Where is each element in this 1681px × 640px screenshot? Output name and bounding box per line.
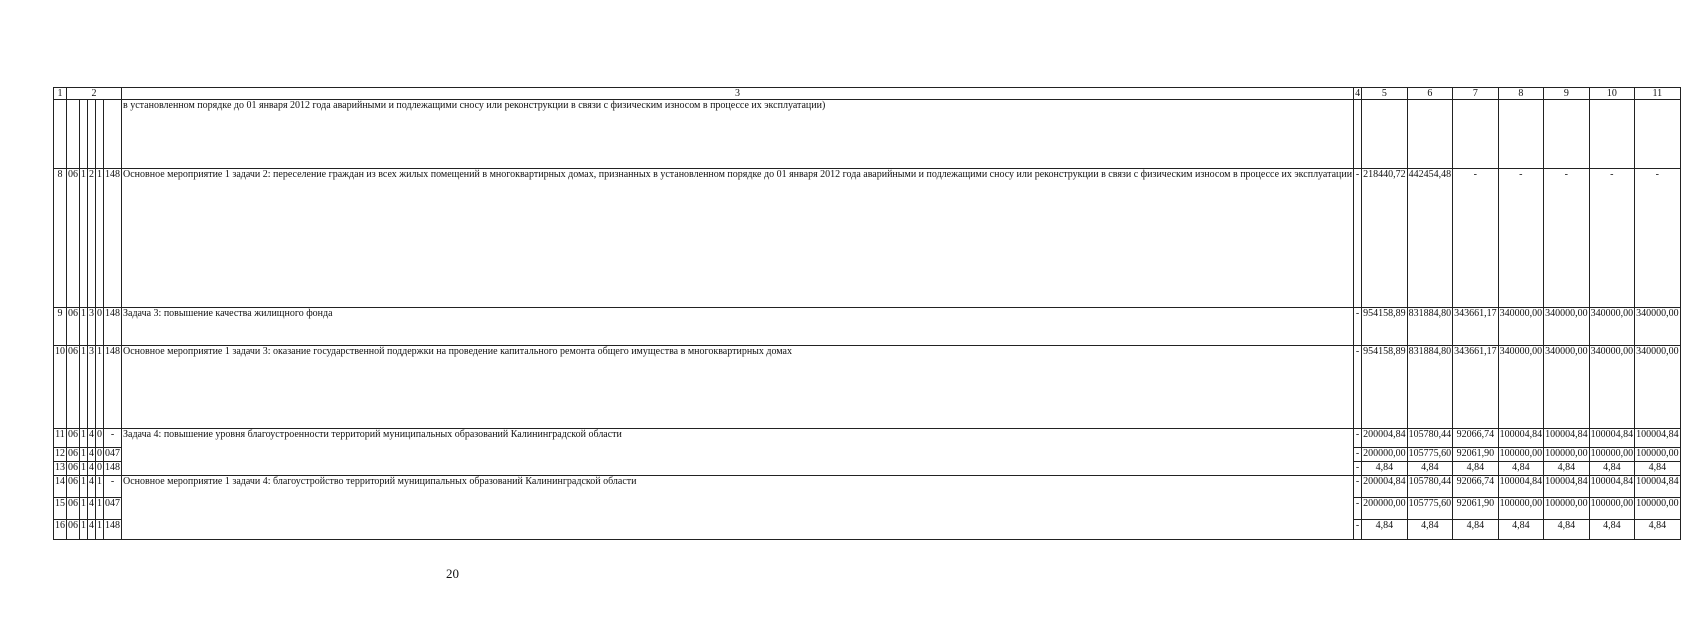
- value-col-11: 340000,00: [1635, 346, 1681, 429]
- value-col-4: -: [1354, 169, 1362, 308]
- value-col-7: 343661,17: [1453, 346, 1499, 429]
- value-col-10: 100004,84: [1589, 476, 1635, 498]
- value-col-8: 100000,00: [1498, 498, 1544, 520]
- value-col-10: 100004,84: [1589, 429, 1635, 448]
- code-program: 1: [80, 308, 88, 346]
- value-col-7: 92061,90: [1453, 448, 1499, 462]
- value-col-5: 4,84: [1362, 462, 1408, 476]
- value-col-9: 100000,00: [1544, 448, 1590, 462]
- value-col-6: 831884,80: [1407, 308, 1453, 346]
- header-col-6: 6: [1407, 88, 1453, 100]
- row-number: 16: [54, 520, 67, 540]
- value-col-7: [1453, 100, 1499, 169]
- code-ministry: 06: [67, 448, 80, 462]
- code-measure: 1: [96, 169, 104, 308]
- value-col-8: -: [1498, 169, 1544, 308]
- header-col-3: 3: [122, 88, 1354, 100]
- code-measure: [96, 100, 104, 169]
- page-number: 20: [446, 566, 459, 581]
- code-measure: 1: [96, 498, 104, 520]
- value-col-11: [1635, 100, 1681, 169]
- code-task: 2: [88, 169, 96, 308]
- code-program: 1: [80, 462, 88, 476]
- code-ministry: 06: [67, 520, 80, 540]
- row-description: Задача 3: повышение качества жилищного фонда: [122, 308, 1354, 346]
- value-col-9: 4,84: [1544, 462, 1590, 476]
- code-ministry: 06: [67, 346, 80, 429]
- code-program: 1: [80, 448, 88, 462]
- code-task: 4: [88, 448, 96, 462]
- value-col-5: 4,84: [1362, 520, 1408, 540]
- value-col-7: 92061,90: [1453, 498, 1499, 520]
- code-measure: 0: [96, 448, 104, 462]
- value-col-9: 100004,84: [1544, 429, 1590, 448]
- header-col-10: 10: [1589, 88, 1635, 100]
- code-admin: 148: [104, 520, 122, 540]
- value-col-6: [1407, 100, 1453, 169]
- value-col-7: -: [1453, 169, 1499, 308]
- value-col-4: -: [1354, 308, 1362, 346]
- value-col-10: -: [1589, 169, 1635, 308]
- value-col-8: 4,84: [1498, 520, 1544, 540]
- value-col-8: [1498, 100, 1544, 169]
- value-col-9: 4,84: [1544, 520, 1590, 540]
- value-col-10: 4,84: [1589, 462, 1635, 476]
- header-col-11: 11: [1635, 88, 1681, 100]
- header-col-2: 2: [67, 88, 122, 100]
- value-col-11: 340000,00: [1635, 308, 1681, 346]
- value-col-9: 100004,84: [1544, 476, 1590, 498]
- value-col-9: 100000,00: [1544, 498, 1590, 520]
- row-description: Основное мероприятие 1 задачи 4: благоустройство территорий муниципальных образований Калининградской области: [122, 476, 1354, 540]
- value-col-5: 200004,84: [1362, 429, 1408, 448]
- code-admin: -: [104, 429, 122, 448]
- value-col-10: [1589, 100, 1635, 169]
- budget-table: [53, 87, 1681, 540]
- code-admin: 148: [104, 308, 122, 346]
- value-col-4: [1354, 100, 1362, 169]
- header-col-4: 4: [1355, 88, 1361, 99]
- code-task: 4: [88, 520, 96, 540]
- value-col-6: 831884,80: [1407, 346, 1453, 429]
- code-task: 3: [88, 346, 96, 429]
- row-number: 9: [54, 308, 67, 346]
- value-col-11: 100004,84: [1635, 476, 1681, 498]
- code-ministry: 06: [67, 462, 80, 476]
- code-program: 1: [80, 476, 88, 498]
- code-admin: 148: [104, 462, 122, 476]
- value-col-11: 100004,84: [1635, 429, 1681, 448]
- code-ministry: 06: [67, 308, 80, 346]
- row-number: 11: [54, 429, 67, 448]
- value-col-10: 340000,00: [1589, 346, 1635, 429]
- code-task: 3: [88, 308, 96, 346]
- value-col-5: 954158,89: [1362, 346, 1408, 429]
- row-number: 14: [54, 476, 67, 498]
- header-col-9: 9: [1544, 88, 1590, 100]
- value-col-8: 100004,84: [1498, 429, 1544, 448]
- table-row: [54, 429, 1681, 448]
- header-col-5: 5: [1362, 88, 1408, 100]
- value-col-11: -: [1635, 169, 1681, 308]
- value-col-8: 4,84: [1498, 462, 1544, 476]
- value-col-6: 105775,60: [1407, 448, 1453, 462]
- code-admin: 148: [104, 346, 122, 429]
- value-col-7: 92066,74: [1453, 476, 1499, 498]
- code-admin: 047: [104, 498, 122, 520]
- value-col-5: 200004,84: [1362, 476, 1408, 498]
- value-col-7: 92066,74: [1453, 429, 1499, 448]
- value-col-8: 100004,84: [1498, 476, 1544, 498]
- code-program: 1: [80, 520, 88, 540]
- code-task: 4: [88, 498, 96, 520]
- code-task: 4: [88, 476, 96, 498]
- value-col-9: [1544, 100, 1590, 169]
- value-col-10: 100000,00: [1589, 498, 1635, 520]
- code-measure: 1: [96, 476, 104, 498]
- code-ministry: [67, 100, 80, 169]
- table-row: [54, 308, 1681, 346]
- code-admin: 047: [104, 448, 122, 462]
- value-col-4: -: [1354, 476, 1362, 498]
- value-col-4: -: [1354, 498, 1362, 520]
- table-row: [54, 100, 1681, 169]
- code-measure: 0: [96, 462, 104, 476]
- row-number: 10: [54, 346, 67, 429]
- value-col-6: 442454,48: [1407, 169, 1453, 308]
- value-col-7: 4,84: [1453, 462, 1499, 476]
- code-ministry: 06: [67, 476, 80, 498]
- table-row: [54, 476, 1681, 498]
- value-col-11: 4,84: [1635, 462, 1681, 476]
- value-col-7: 343661,17: [1453, 308, 1499, 346]
- row-number: 15: [54, 498, 67, 520]
- code-admin: 148: [104, 169, 122, 308]
- row-number: [54, 100, 67, 169]
- value-col-10: 4,84: [1589, 520, 1635, 540]
- value-col-4: -: [1354, 346, 1362, 429]
- code-measure: 1: [96, 520, 104, 540]
- row-description: Задача 4: повышение уровня благоустроенности территорий муниципальных образований Калининградской области: [122, 429, 1354, 476]
- value-col-8: 100000,00: [1498, 448, 1544, 462]
- value-col-6: 4,84: [1407, 462, 1453, 476]
- code-program: 1: [80, 346, 88, 429]
- value-col-5: 200000,00: [1362, 448, 1408, 462]
- code-program: 1: [80, 429, 88, 448]
- value-col-11: 100000,00: [1635, 498, 1681, 520]
- value-col-5: 218440,72: [1362, 169, 1408, 308]
- value-col-6: 105780,44: [1407, 476, 1453, 498]
- value-col-5: 200000,00: [1362, 498, 1408, 520]
- value-col-8: 340000,00: [1498, 308, 1544, 346]
- row-number: 13: [54, 462, 67, 476]
- code-ministry: 06: [67, 429, 80, 448]
- header-row: [54, 88, 1681, 100]
- row-description: Основное мероприятие 1 задачи 2: переселение граждан из всех жилых помещений в многоквартирных домах, признанных в установленном порядке до 01 января 2012 года аварийными и подлежащими сносу или реконструкции в связи с физическим износом в процессе их эксплуатации: [122, 169, 1354, 308]
- code-program: 1: [80, 498, 88, 520]
- value-col-6: 4,84: [1407, 520, 1453, 540]
- value-col-11: 4,84: [1635, 520, 1681, 540]
- table-row: [54, 169, 1681, 308]
- value-col-5: 954158,89: [1362, 308, 1408, 346]
- code-admin: -: [104, 476, 122, 498]
- code-ministry: 06: [67, 169, 80, 308]
- value-col-9: 340000,00: [1544, 308, 1590, 346]
- row-number: 8: [54, 169, 67, 308]
- value-col-4: -: [1354, 448, 1362, 462]
- code-task: 4: [88, 462, 96, 476]
- row-description: в установленном порядке до 01 января 2012 года аварийными и подлежащими сносу или реконструкции в связи с физическим износом в процессе их эксплуатации): [122, 100, 1354, 169]
- value-col-6: 105775,60: [1407, 498, 1453, 520]
- value-col-5: [1362, 100, 1408, 169]
- value-col-9: 340000,00: [1544, 346, 1590, 429]
- value-col-4: -: [1354, 429, 1362, 448]
- value-col-9: -: [1544, 169, 1590, 308]
- value-col-8: 340000,00: [1498, 346, 1544, 429]
- code-program: [80, 100, 88, 169]
- code-task: [88, 100, 96, 169]
- code-measure: 0: [96, 429, 104, 448]
- value-col-11: 100000,00: [1635, 448, 1681, 462]
- header-col-1: 1: [54, 88, 67, 100]
- code-task: 4: [88, 429, 96, 448]
- code-ministry: 06: [67, 498, 80, 520]
- value-col-4: -: [1354, 520, 1362, 540]
- value-col-10: 340000,00: [1589, 308, 1635, 346]
- value-col-4: -: [1354, 462, 1362, 476]
- value-col-10: 100000,00: [1589, 448, 1635, 462]
- value-col-6: 105780,44: [1407, 429, 1453, 448]
- row-description: Основное мероприятие 1 задачи 3: оказание государственной поддержки на проведение капитального ремонта общего имущества в многоквартирных домах: [122, 346, 1354, 429]
- code-measure: 1: [96, 346, 104, 429]
- table-row: [54, 346, 1681, 429]
- header-col-8: 8: [1498, 88, 1544, 100]
- code-admin: [104, 100, 122, 169]
- row-number: 12: [54, 448, 67, 462]
- header-col-7: 7: [1453, 88, 1499, 100]
- code-program: 1: [80, 169, 88, 308]
- code-measure: 0: [96, 308, 104, 346]
- value-col-7: 4,84: [1453, 520, 1499, 540]
